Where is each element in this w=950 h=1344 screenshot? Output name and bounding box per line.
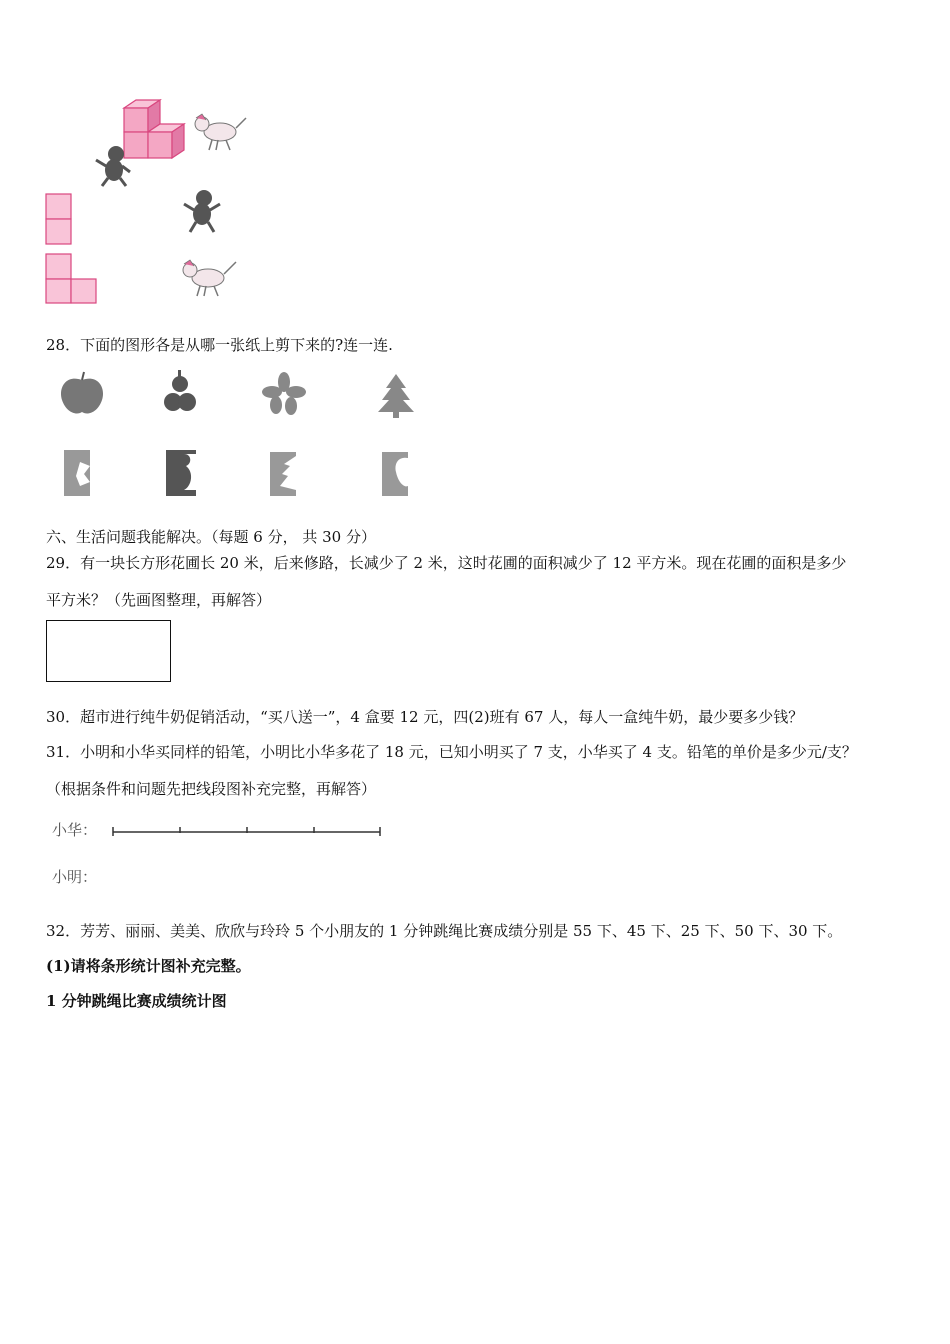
gourd-shape-icon [164, 370, 196, 411]
q30-text: 30．超市进行纯牛奶促销活动，“买八送一”，4 盒要 12 元，四(2)班有 67 人，每人一盒纯牛奶，最少要多少钱？ [46, 708, 804, 726]
paper-tree-cut-icon [270, 452, 296, 496]
paper-gourd-cut-icon [166, 450, 196, 496]
q28-shapes-row [46, 370, 426, 420]
label-xiaohua: 小华： [52, 821, 98, 839]
section-title: 六、生活问题我能解决。（每题 6 分， 共 30 分） [46, 528, 376, 546]
apple-shape-icon [61, 372, 103, 414]
q32-text-line1: 32．芳芳、丽丽、美美、欣欣与玲玲 5 个小朋友的 1 分钟跳绳比赛成绩分别是 55 下、45 下、25 下、50 下、30 下。 [46, 922, 843, 940]
dog-icon [183, 260, 236, 296]
q29-text-line2: 平方米？（先画图整理，再解答） [46, 591, 272, 609]
chart-title: 1 分钟跳绳比赛成绩统计图 [46, 992, 227, 1010]
flower-shape-icon [262, 372, 306, 415]
q31-text-line1: 31．小明和小华买同样的铅笔，小明比小华多花了 18 元，已知小明买了 7 支，小华买了 4 支。铅笔的单价是多少元/支？ [46, 743, 857, 761]
monkey-icon [184, 190, 220, 232]
q29-text-line1: 29．有一块长方形花圃长 20 米，后来修路，长减少了 2 米，这时花圃的面积减少了 12 平方米。现在花圃的面积是多少 [46, 554, 847, 572]
front-view-shape [46, 194, 71, 244]
dog-icon [195, 114, 246, 150]
views-figure [40, 90, 270, 310]
xiaohua-segment-line [110, 824, 384, 838]
paper-apple-cut-icon [382, 452, 408, 496]
cube-stack-image [124, 100, 184, 158]
q31-text-line2: （根据条件和问题先把线段图补充完整，再解答） [46, 780, 377, 798]
side-view-shape [46, 254, 96, 303]
q32-part1: (1)请将条形统计图补充完整。 [46, 957, 251, 975]
paper-flower-cut-icon [64, 450, 90, 496]
q28-papers-row [60, 448, 420, 500]
label-xiaoming: 小明： [52, 868, 98, 886]
q29-rectangle-drawing [46, 620, 171, 682]
q28-text: 28．下面的图形各是从哪一张纸上剪下来的?连一连. [46, 336, 393, 354]
tree-shape-icon [378, 374, 414, 418]
